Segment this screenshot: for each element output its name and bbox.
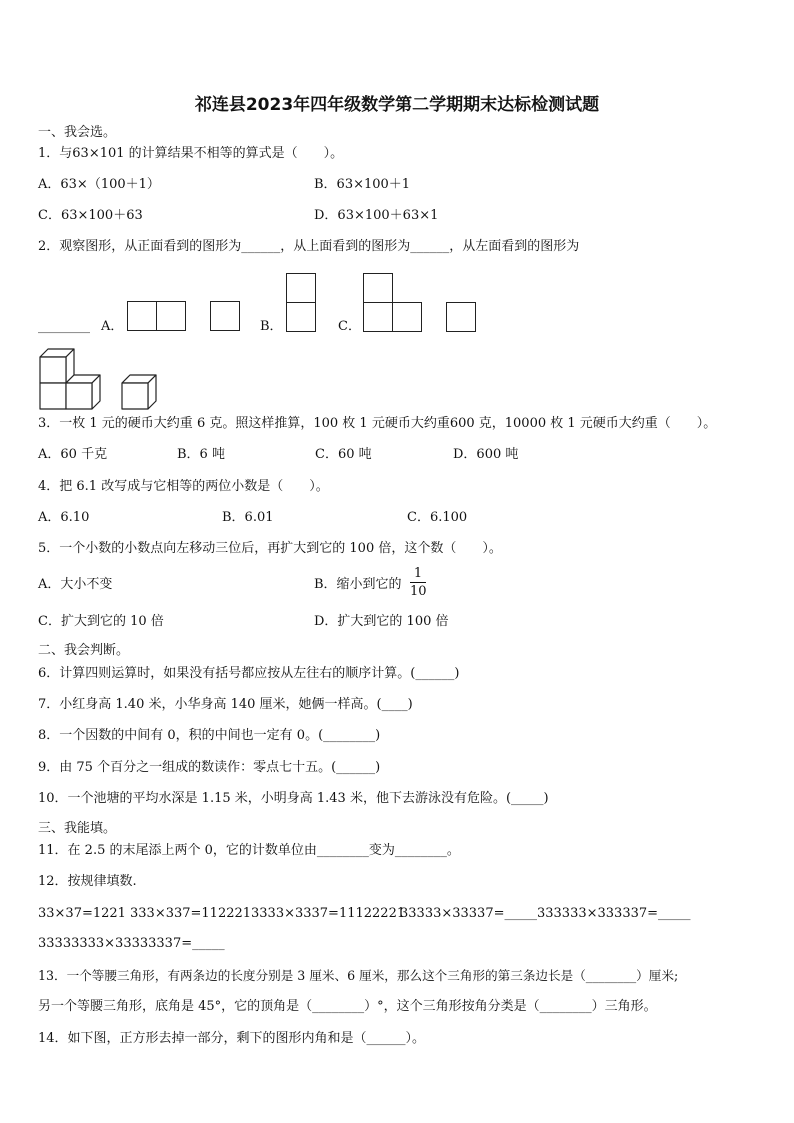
question-10: 10．一个池塘的平均水深是 1.15 米，小明身高 1.43 米，他下去游泳没有危险。(_____) — [38, 791, 549, 806]
fraction-denominator: 10 — [410, 584, 427, 599]
question-12-seq-1: 33×37=1221 — [38, 906, 126, 921]
question-2-option-a: A． — [101, 319, 124, 334]
section-heading-choice: 一、我会选。 — [38, 125, 117, 140]
question-3-option-d: D．600 吨 — [453, 447, 519, 462]
question-2-option-c: C． — [338, 319, 361, 334]
question-4-stem: 4．把 6.1 改写成与它相等的两位小数是（ ）。 — [38, 479, 329, 494]
question-13-line-2: 另一个等腰三角形，底角是 45°，它的顶角是（________）°，这个三角形按角分类是（________）三角形。 — [38, 999, 657, 1014]
section-heading-fill: 三、我能填。 — [38, 821, 117, 836]
question-5-fraction — [410, 566, 426, 599]
question-3-option-c: C．60 吨 — [315, 447, 372, 462]
question-8: 8．一个因数的中间有 0，积的中间也一定有 0。(________) — [38, 728, 381, 743]
question-12-seq-5: 33333333×33333337=_____ — [38, 936, 225, 951]
question-5-stem: 5．一个小数的小数点向左移动三位后，再扩大到它的 100 倍，这个数（ ）。 — [38, 541, 502, 556]
question-6: 6．计算四则运算时，如果没有括号都应按从左往右的顺序计算。(______) — [38, 666, 460, 681]
question-1-option-a: A．63×（100＋1） — [38, 177, 160, 192]
question-12-seq-3: 3333×3337=11122221 — [251, 906, 406, 921]
question-9: 9．由 75 个百分之一组成的数读作：零点七十五。(______) — [38, 760, 381, 775]
question-14: 14．如下图，正方形去掉一部分，剩下的图形内角和是（______）。 — [38, 1031, 426, 1046]
question-5-option-a: A．大小不变 — [38, 577, 113, 592]
question-1-stem: 1．与63×101 的计算结果不相等的算式是（ ）。 — [38, 146, 344, 161]
cube-stack-figure — [36, 345, 166, 411]
question-1-option-b: B．63×100＋1 — [314, 177, 411, 192]
question-2-option-b: B． — [260, 319, 283, 334]
question-2-stem: 2．观察图形，从正面看到的图形为______，从上面看到的图形为______，从左面看到的图形为 — [38, 239, 580, 254]
question-4-option-b: B．6.01 — [222, 510, 274, 525]
question-13-line-1: 13．一个等腰三角形，有两条边的长度分别是 3 厘米、6 厘米，那么这个三角形的第三条边长是（________）厘米; — [38, 968, 679, 983]
page-title: 祁连县2023年四年级数学第二学期期末达标检测试题 — [194, 95, 600, 115]
question-12-seq-4: 33333×33337=_____333333×333337=_____ — [400, 906, 691, 921]
question-3-option-b: B．6 吨 — [177, 447, 225, 462]
question-1-option-d: D．63×100＋63×1 — [314, 208, 439, 223]
question-4-option-c: C．6.100 — [407, 510, 468, 525]
question-5-option-b: B．缩小到它的 — [314, 577, 402, 592]
question-11: 11．在 2.5 的末尾添上两个 0，它的计数单位由________变为________。 — [38, 843, 460, 858]
question-1-option-c: C．63×100＋63 — [38, 208, 143, 223]
question-2-answer-blank: ________ — [38, 319, 90, 334]
section-heading-judge: 二、我会判断。 — [38, 643, 130, 658]
question-4-option-a: A．6.10 — [38, 510, 90, 525]
question-3-option-a: A．60 千克 — [38, 447, 108, 462]
question-12-stem: 12．按规律填数. — [38, 874, 137, 889]
question-5-option-c: C．扩大到它的 10 倍 — [38, 614, 164, 629]
question-12-seq-2: 333×337=112221 — [130, 906, 252, 921]
question-3-stem: 3．一枚 1 元的硬币大约重 6 克。照这样推算，100 枚 1 元硬币大约重600 克，10000 枚 1 元硬币大约重（ ）。 — [38, 416, 717, 431]
question-7: 7．小红身高 1.40 米，小华身高 140 厘米，她俩一样高。(____) — [38, 697, 413, 712]
fraction-numerator: 1 — [413, 566, 423, 581]
question-5-option-d: D．扩大到它的 100 倍 — [314, 614, 449, 629]
